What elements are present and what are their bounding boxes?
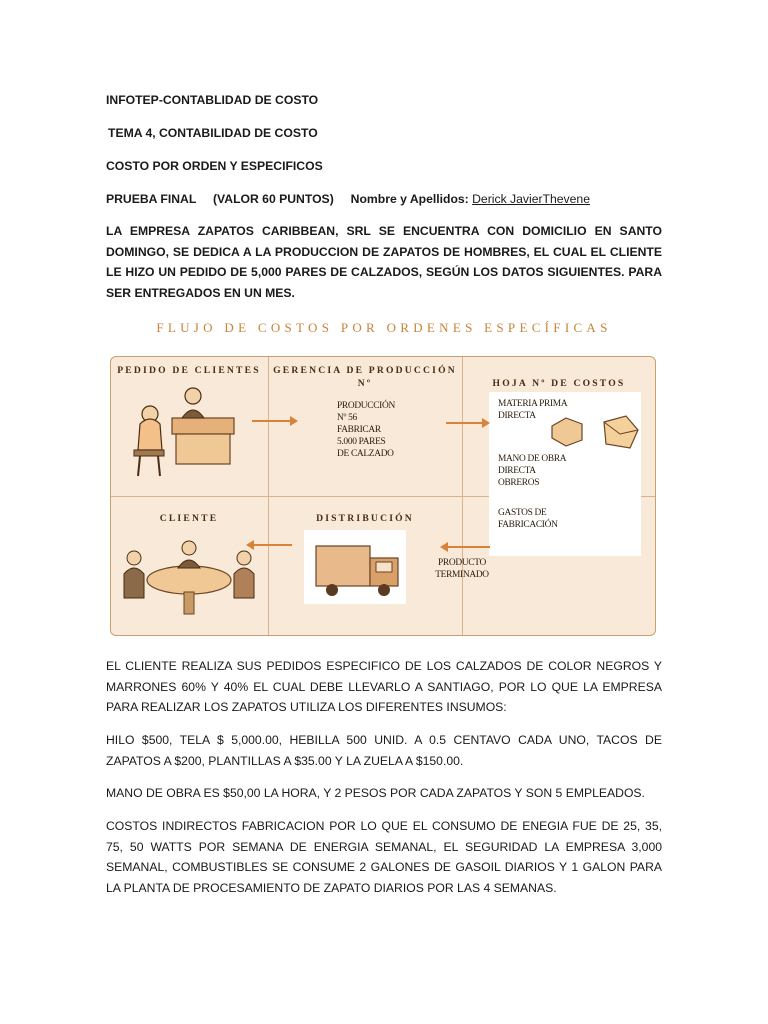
distribucion-heading: DISTRIBUCIÓN [316,513,414,524]
paragraph-pedido: EL CLIENTE REALIZA SUS PEDIDOS ESPECIFICO DE LOS CALZADOS DE COLOR NEGROS Y MARRONES 60% Y 40% EL CUAL DEBE LLEVARLO A SANTIAGO, POR LO QUE LA EMPRESA PARA REALIZAR LOS ZAPATOS UTILIZA LOS DIFERENTES INSUMOS: [106,659,662,714]
produccion-text: PRODUCCIÓN Nº 56 FABRICAR 5.000 PARES DE CALZADO [337,401,395,459]
delivery-truck-icon [312,538,404,600]
meeting-table-icon [114,538,264,622]
gerencia-heading-no: Nº [357,378,373,389]
client-at-desk-icon [130,384,240,484]
paragraph-insumos: HILO $500, TELA $ 5,000.00, HEBILLA 500 UNID. A 0.5 CENTAVO CADA UNO, TACOS DE ZAPATOS A $200, PLANTILLAS A $35.00 Y LA ZUELA A $150.00. [106,733,662,768]
cliente-heading: CLIENTE [159,513,219,524]
pedido-heading: PEDIDO DE CLIENTES [117,365,261,376]
producto-terminado-text: PRODUCTO TERMINADO [435,558,489,580]
arrow-right-icon [444,416,494,430]
topic-title: TEMA 4, CONTABILIDAD DE COSTO [108,126,318,140]
paragraph-costos-indirectos: COSTOS INDIRECTOS FABRICACION POR LO QUE EL CONSUMO DE ENEGIA FUE DE 25, 35, 75, 50 WATTS POR SEMANA DE ENERGIA SEMANAL, EL SEGURIDAD LA EMPRESA 3,000 SEMANAL, COMBUSTIBLES SE CONSUME 2 GALONES DE GASOIL DIARIOS Y 1 GALON PARA LA PLANTA DE PROCESAMIENTO DE ZAPATO DIARIOS POR LAS 4 SEMANAS. [106,819,662,895]
materia-prima-text: MATERIA PRIMA DIRECTA [498,399,568,421]
diagram-divider [462,357,463,635]
paragraph-mano-obra: MANO DE OBRA ES $50,00 LA HORA, Y 2 PESOS POR CADA ZAPATOS Y SON 5 EMPLEADOS. [106,786,645,800]
arrow-left-icon [438,540,492,554]
section-title: COSTO POR ORDEN Y ESPECIFICOS [106,159,323,173]
exam-label: PRUEBA FINAL (VALOR 60 PUNTOS) Nombre y Apellidos: [106,192,473,206]
diagram-divider [268,357,269,635]
gerencia-heading: GERENCIA DE PRODUCCIÓN [273,365,457,376]
exam-line [106,189,590,210]
student-name: Derick JavierThevene [472,192,590,206]
intro-paragraph: LA EMPRESA ZAPATOS CARIBBEAN, SRL SE ENCUENTRA CON DOMICILIO EN SANTO DOMINGO, SE DEDICA A LA PRODUCCION DE ZAPATOS DE HOMBRES, EL CUAL EL CLIENTE LE HIZO UN PEDIDO DE 5,000 PARES DE CALZADOS, SEGÚN LOS DATOS SIGUIENTES. PARA SER ENTREGADOS EN UN MES. [106,224,662,300]
mano-obra-text: MANO DE OBRA DIRECTA OBREROS [498,454,567,488]
arrow-right-icon [250,414,300,428]
gastos-text: GASTOS DE FABRICACIÓN [498,508,558,530]
hoja-heading: HOJA Nº DE COSTOS [492,378,626,389]
materials-box-icon [548,412,642,452]
diagram-title: FLUJO DE COSTOS POR ORDENES ESPECÍFICAS [156,320,612,335]
course-title: INFOTEP-CONTABLIDAD DE COSTO [106,93,319,107]
